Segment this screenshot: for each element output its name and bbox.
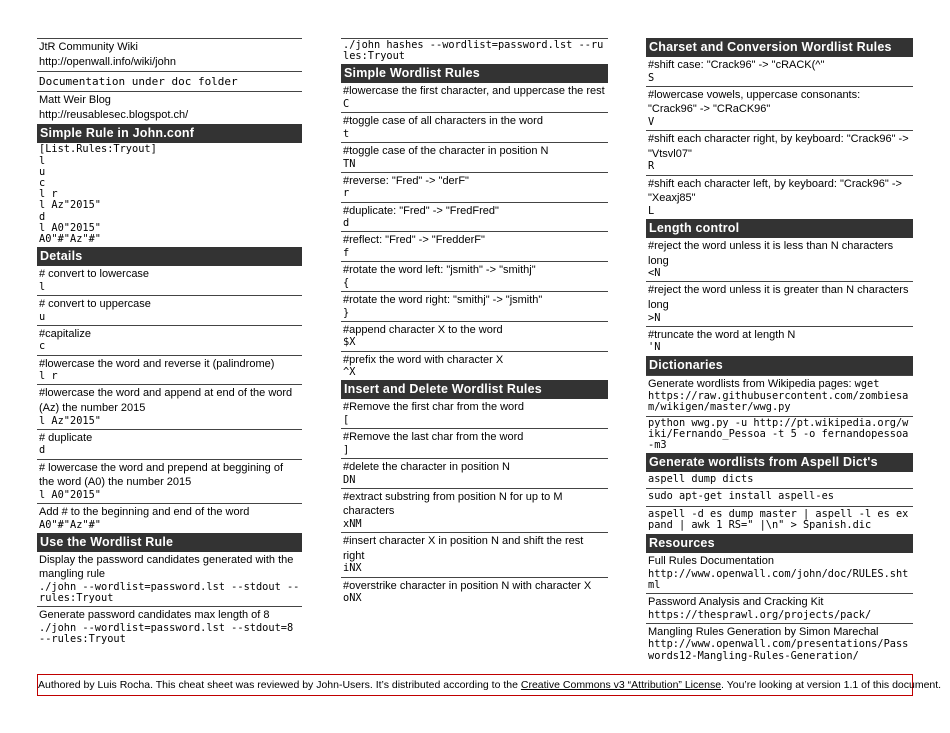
- resource-title: Password Analysis and Cracking Kit: [648, 595, 824, 608]
- simple-rule-item-code: }: [343, 306, 350, 319]
- simple-rule-item: [341, 351, 608, 381]
- top-command-entry: [341, 38, 608, 64]
- dictionaries-header: Dictionaries: [646, 356, 913, 375]
- simple-rule-item-code: C: [343, 98, 350, 110]
- wordlist-item-code: ./john --wordlist=password.lst --stdout --rules:Tryout: [39, 580, 300, 605]
- aspell-header: Generate wordlists from Aspell Dict's: [646, 453, 913, 472]
- charset-rule-item: [646, 175, 913, 219]
- simple-rule-item-code: ^X: [343, 366, 356, 379]
- charset-rule-item-code: L: [648, 204, 655, 217]
- insdel-rule-item-code: ]: [343, 443, 350, 456]
- details-item-desc: # lowercase the word and prepend at beggining of the word (A0) the number 2015: [39, 461, 284, 489]
- python-cmd-entry: [646, 416, 913, 454]
- details-item-desc: # convert to uppercase: [39, 298, 151, 310]
- insdel-rule-item-desc: #Remove the last char from the word: [343, 431, 524, 444]
- charset-list: [646, 57, 913, 219]
- wordlist-item-code: ./john --wordlist=password.lst --stdout=8 --rules:Tryout: [39, 621, 300, 646]
- insdel-rule-item: [341, 428, 608, 458]
- wordlist-item-desc: Generate password candidates max length of 8: [39, 609, 270, 622]
- dictionaries-entry: [646, 375, 913, 416]
- blog-title: Matt Weir Blog: [39, 94, 111, 107]
- insdel-rule-item-desc: #delete the character in position N: [343, 460, 510, 473]
- details-item: [37, 429, 302, 459]
- blog-link[interactable]: http://reusablesec.blogspot.ch/: [39, 108, 189, 121]
- simple-rule-code-block: [37, 143, 302, 247]
- simple-rule-item: [341, 202, 608, 232]
- charset-rule-item: [646, 130, 913, 174]
- details-item: [37, 503, 302, 533]
- details-item: [37, 295, 302, 325]
- resources-list: [646, 553, 913, 664]
- length-control-list: [646, 238, 913, 356]
- details-item-desc: Add # to the beginning and end of the word: [39, 505, 250, 518]
- simple-rule-item-code: f: [343, 246, 350, 259]
- simple-rule-item-code: {: [343, 276, 350, 289]
- aspell-command: [646, 472, 913, 488]
- length-rule-item-desc: #reject the word unless it is greater than N characters long: [648, 284, 909, 311]
- resource-item: [646, 593, 913, 623]
- aspell-list: [646, 472, 913, 534]
- resources-header: Resources: [646, 534, 913, 553]
- insdel-rule-item: [341, 532, 608, 576]
- column-right: [646, 38, 913, 664]
- length-rule-item-code: >N: [648, 311, 661, 324]
- charset-rule-item-code: R: [648, 160, 655, 173]
- simple-wordlist-header: Simple Wordlist Rules: [341, 64, 608, 83]
- footer-text-before: Authored by Luis Rocha. This cheat sheet was reviewed by John-Users. It’s distributed according to the: [38, 679, 521, 691]
- charset-rule-item-code: V: [648, 115, 655, 128]
- simple-rule-item-desc: #rotate the word left: "jsmith" -> "smithj": [343, 264, 536, 277]
- insdel-rule-item-desc: #overstrike character in position N with character X: [343, 579, 592, 592]
- simple-rule-item-code: $X: [343, 336, 356, 349]
- details-item-desc: #lowercase the word and reverse it (palindrome): [39, 357, 275, 370]
- charset-rule-item-desc: #lowercase vowels, uppercase consonants: "Crack96" -> "CRaCK96": [648, 88, 861, 116]
- length-control-header: Length control: [646, 219, 913, 238]
- insert-delete-header: Insert and Delete Wordlist Rules: [341, 380, 608, 399]
- charset-rule-item-desc: #shift each character left, by keyboard: "Crack96" -> "Xeaxj85": [648, 177, 902, 205]
- simple-rule-item: [341, 261, 608, 291]
- details-item-code: c: [39, 340, 46, 353]
- charset-rule-item-desc: #shift each character right, by keyboard: "Crack96" -> "Vtsvl07": [648, 133, 909, 160]
- simple-rule-item: [341, 231, 608, 261]
- simple-rule-item-code: r: [343, 187, 350, 200]
- details-list: [37, 266, 302, 533]
- details-item-code: l A0"2015": [39, 488, 101, 501]
- simple-rule-code: [List.Rules:Tryout] l u c l r l Az"2015" d l A0"2015" A0"#"Az"#": [39, 143, 157, 245]
- resource-url[interactable]: http://www.openwall.com/presentations/Passwords12-Mangling-Rules-Generation/: [648, 638, 909, 662]
- column-middle: [341, 38, 608, 606]
- simple-rule-item-desc: #lowercase the first character, and uppercase the rest: [343, 85, 605, 98]
- simple-rule-item-desc: #prefix the word with character X: [343, 353, 504, 366]
- insdel-rule-item: [341, 458, 608, 488]
- insdel-rule-item-desc: #extract substring from position N for up to M characters: [343, 490, 563, 518]
- charset-rule-item-desc: #shift case: "Crack96" -> "cRACK(^": [648, 59, 825, 71]
- license-link[interactable]: Creative Commons v3 “Attribution” License: [520, 679, 722, 691]
- details-item: [37, 266, 302, 295]
- details-item-code: d: [39, 444, 46, 457]
- details-header: Details: [37, 247, 302, 266]
- length-rule-item-desc: #truncate the word at length N: [648, 328, 796, 341]
- insert-delete-list: [341, 399, 608, 606]
- details-item-desc: # duplicate: [39, 431, 93, 444]
- insdel-rule-item-code: oNX: [343, 592, 362, 605]
- doc-note-entry: [37, 71, 302, 91]
- length-rule-item-code: <N: [648, 267, 661, 280]
- insdel-rule-item: [341, 399, 608, 428]
- aspell-command: [646, 506, 913, 534]
- simple-rule-item-desc: #toggle case of the character in position N: [343, 145, 549, 157]
- details-item-desc: #capitalize: [39, 327, 91, 340]
- simple-rule-item-desc: #reflect: "Fred" -> "FredderF": [343, 234, 485, 247]
- insdel-rule-item-code: iNX: [343, 562, 362, 575]
- simple-rule-item: [341, 291, 608, 321]
- details-item: [37, 355, 302, 385]
- doc-note: Documentation under doc folder: [39, 75, 238, 89]
- insdel-rule-item: [341, 488, 608, 532]
- charset-rule-item-code: S: [648, 71, 655, 84]
- simple-rule-item: [341, 83, 608, 112]
- resource-url[interactable]: http://www.openwall.com/john/doc/RULES.shtml: [648, 567, 909, 591]
- simple-rule-item-desc: #append character X to the word: [343, 323, 503, 336]
- simple-rule-item-desc: #reverse: "Fred" -> "derF": [343, 174, 469, 187]
- aspell-command-text: aspell -d es dump master | aspell -l es expand | awk 1 RS=" |\n" > Spanish.dic: [648, 507, 909, 531]
- simple-wordlist-list: [341, 83, 608, 380]
- details-item-code: l: [39, 280, 46, 293]
- wikigen-url[interactable]: https://raw.githubusercontent.com/zombiesam/wikigen/master/wwg.py: [648, 390, 909, 414]
- details-item-desc: #lowercase the word and append at end of the word (Az) the number 2015: [39, 387, 293, 414]
- wordlist-item: [37, 606, 302, 647]
- top-command: ./john hashes --wordlist=password.lst --rules:Tryout: [343, 39, 604, 63]
- simple-rule-item-code: t: [343, 127, 350, 140]
- jtr-wiki-link[interactable]: http://openwall.info/wiki/john: [39, 55, 176, 68]
- insdel-rule-item-code: DN: [343, 473, 356, 486]
- blog-entry: [37, 91, 302, 124]
- details-item-code: u: [39, 310, 46, 323]
- resource-title: Mangling Rules Generation by Simon Marechal: [648, 625, 879, 638]
- length-rule-item: [646, 281, 913, 325]
- simple-rule-item: [341, 142, 608, 172]
- jtr-wiki-title: JtR Community Wiki: [39, 41, 139, 53]
- simple-rule-item: [341, 172, 608, 202]
- dictionaries-desc: [648, 377, 911, 392]
- jtr-wiki-entry: [37, 38, 302, 71]
- python-cmd: python wwg.py -u http://pt.wikipedia.org/wiki/Fernando_Pessoa -t 5 -o fernandopessoa -m3: [648, 416, 915, 451]
- details-item: [37, 459, 302, 503]
- length-rule-item-desc: #reject the word unless it is less than N characters long: [648, 239, 894, 267]
- resource-title: Full Rules Documentation: [648, 554, 774, 567]
- aspell-command: [646, 488, 913, 505]
- aspell-command-text: aspell dump dicts: [648, 473, 754, 486]
- details-item: [37, 325, 302, 355]
- insdel-rule-item-desc: #Remove the first char from the word: [343, 401, 524, 414]
- details-item-code: l Az"2015": [39, 414, 101, 427]
- dictionaries-desc-text: Generate wordlists from Wikipedia pages:: [648, 377, 852, 390]
- wordlist-item: [37, 552, 302, 607]
- simple-rule-item: [341, 112, 608, 142]
- resource-item: [646, 553, 913, 593]
- simple-rule-item-desc: #duplicate: "Fred" -> "FredFred": [343, 204, 499, 217]
- length-rule-item-code: 'N: [648, 341, 661, 354]
- simple-rule-item-code: TN: [343, 157, 356, 170]
- insdel-rule-item-desc: #insert character X in position N and shift the rest right: [343, 535, 584, 562]
- length-rule-item: [646, 238, 913, 281]
- insdel-rule-item: [341, 577, 608, 607]
- wordlist-item-desc: Display the password candidates generated with the mangling rule: [39, 553, 294, 581]
- length-rule-item: [646, 326, 913, 356]
- insdel-rule-item-code: xNM: [343, 517, 362, 530]
- column-left: [37, 38, 302, 647]
- insdel-rule-item-code: [: [343, 413, 350, 426]
- charset-header: Charset and Conversion Wordlist Rules: [646, 38, 913, 57]
- charset-rule-item: [646, 86, 913, 130]
- details-item-desc: # convert to lowercase: [39, 268, 150, 281]
- resource-url[interactable]: https://thesprawl.org/projects/pack/: [648, 608, 872, 621]
- footer: [37, 674, 942, 696]
- simple-rule-header: Simple Rule in John.conf: [37, 124, 302, 143]
- aspell-command-text: sudo apt-get install aspell-es: [648, 490, 834, 503]
- details-item-code: l r: [39, 370, 58, 383]
- wordlist-rule-header: Use the Wordlist Rule: [37, 533, 302, 552]
- resource-item: [646, 623, 913, 664]
- simple-rule-item-desc: #toggle case of all characters in the word: [343, 115, 543, 128]
- details-item-code: A0"#"Az"#": [39, 518, 101, 531]
- simple-rule-item-desc: #rotate the word right: "smithj" -> "jsmith": [343, 293, 543, 306]
- wordlist-rule-list: [37, 552, 302, 648]
- charset-rule-item: [646, 57, 913, 86]
- simple-rule-item-code: d: [343, 217, 350, 230]
- wget-cmd: wget: [854, 377, 880, 390]
- footer-text-after: . You’re looking at version 1.1 of this document.: [721, 679, 942, 691]
- details-item: [37, 384, 302, 428]
- simple-rule-item: [341, 321, 608, 351]
